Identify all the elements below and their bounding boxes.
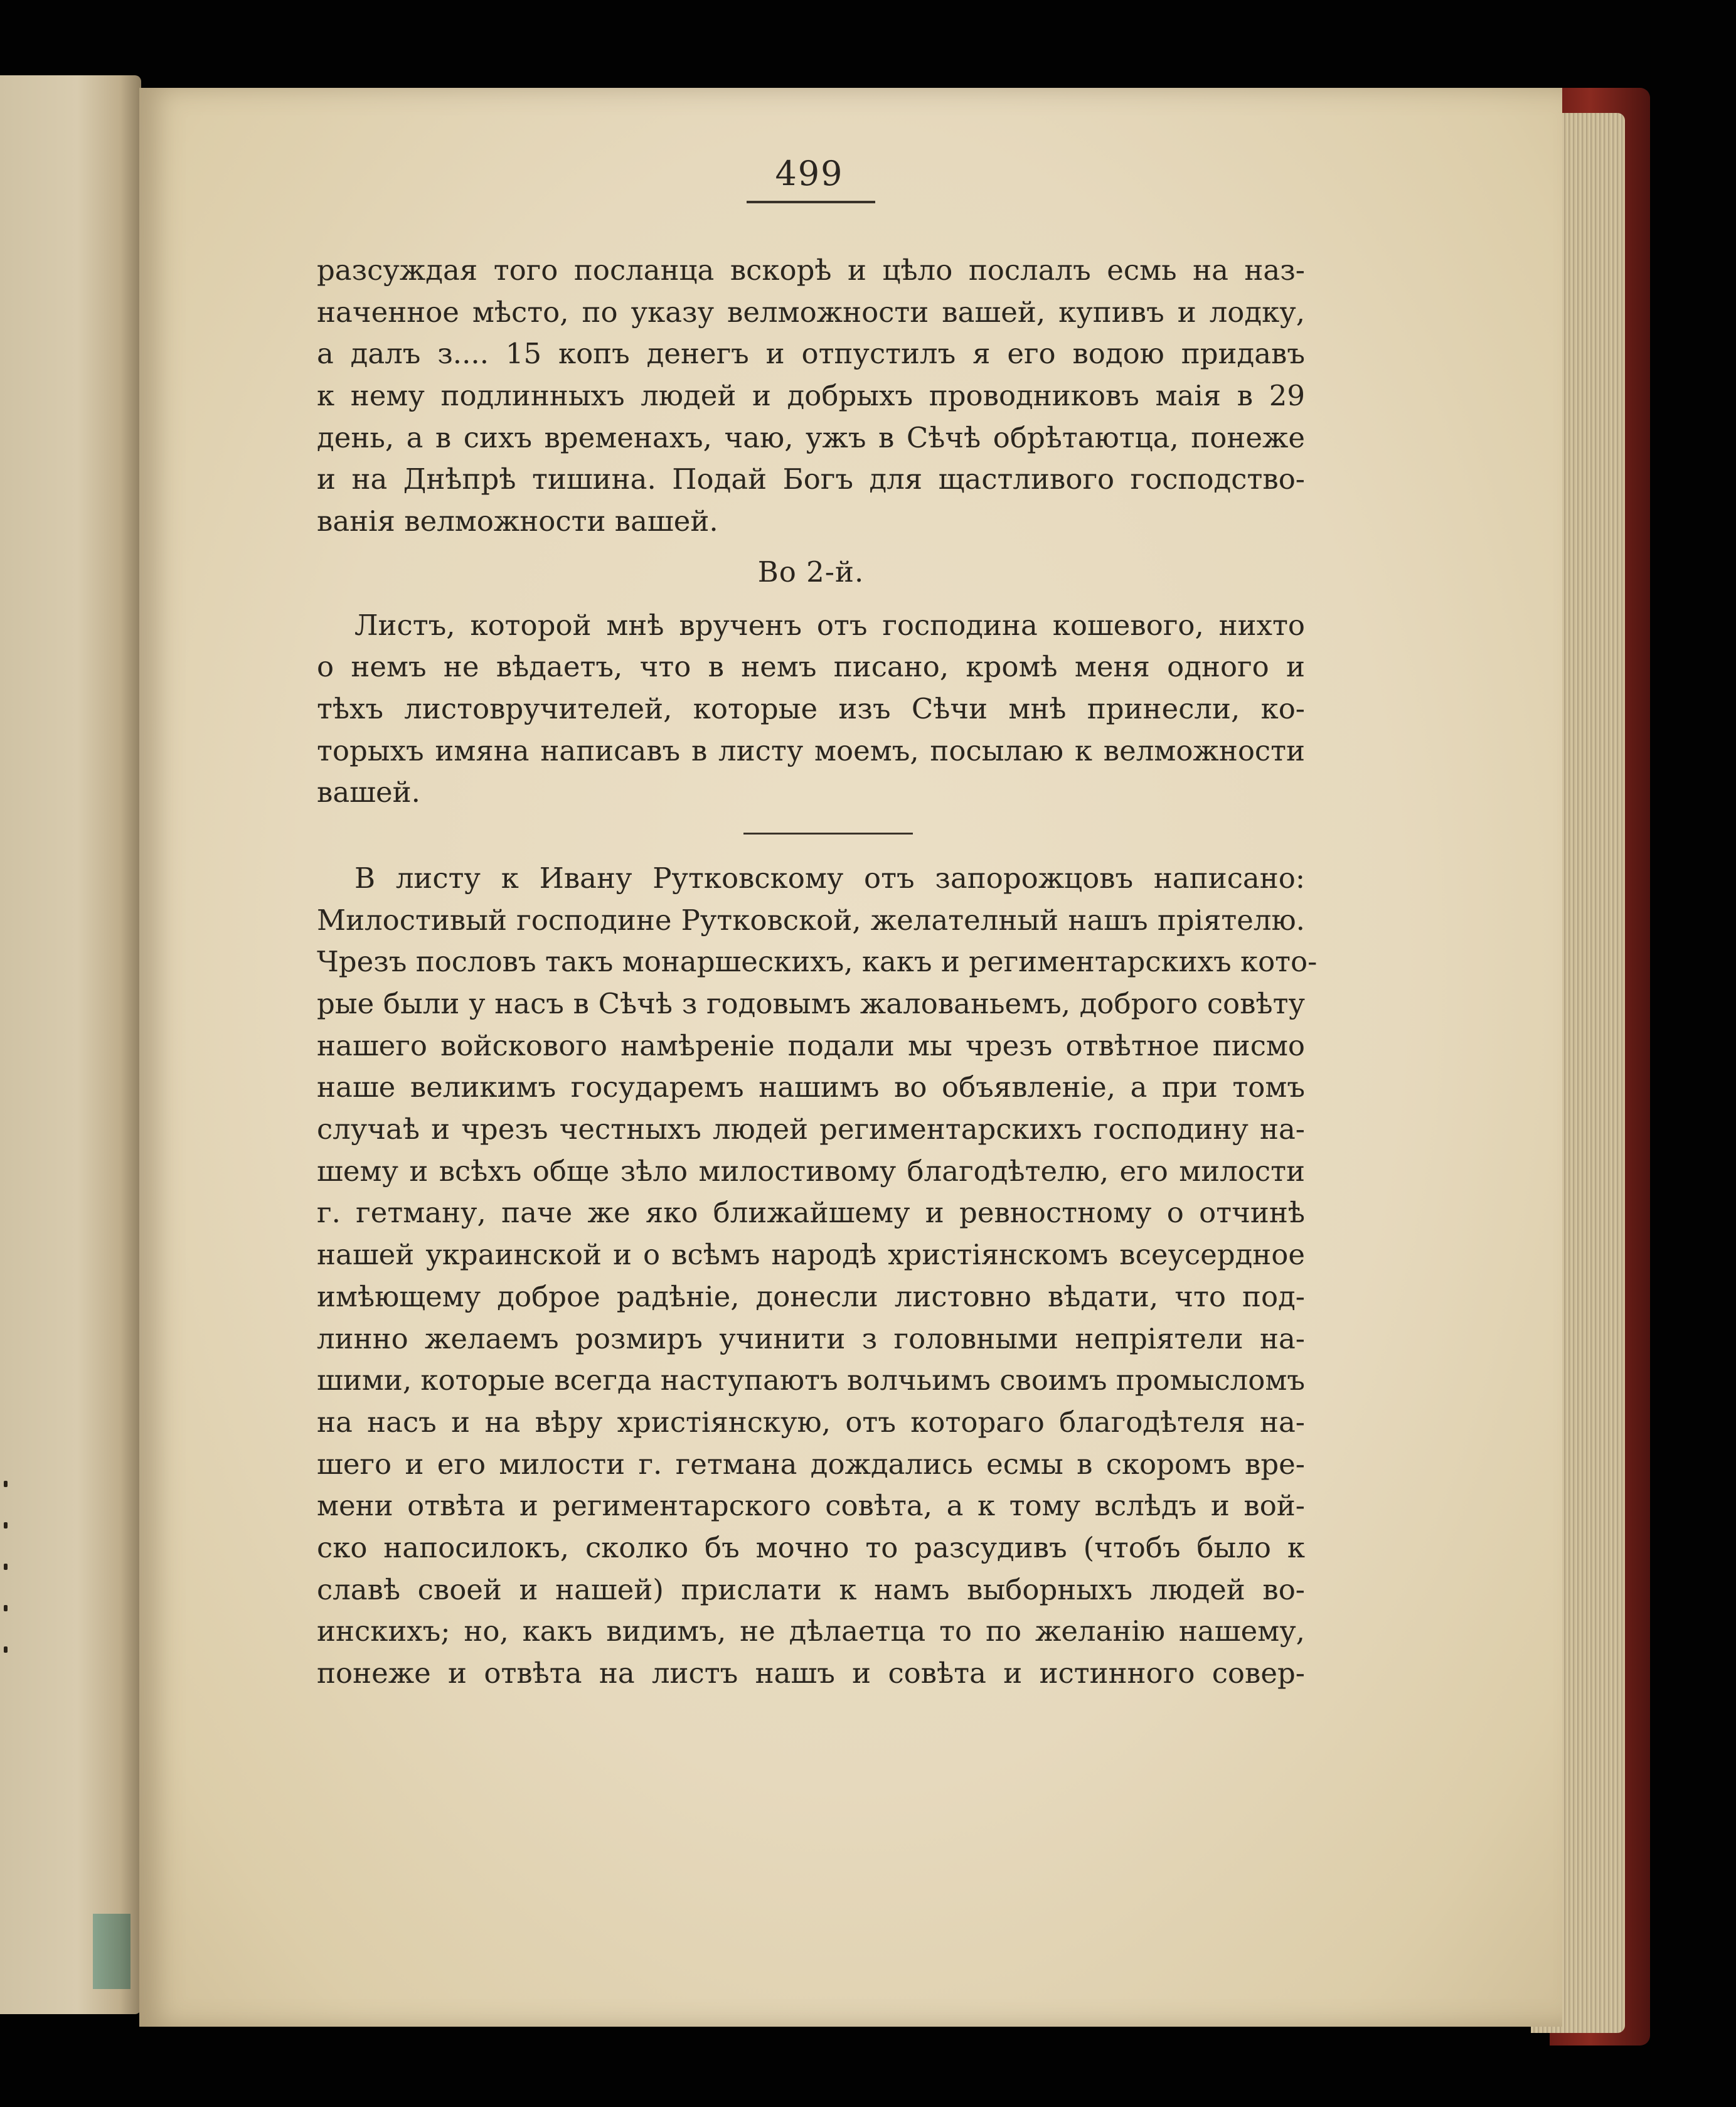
text-line: Чрезъ пословъ такъ монаршескихъ, какъ и региментарскихъ кото- (317, 945, 1318, 979)
text-line: шему и всѣхъ обще зѣло милостивому благодѣтелю, его милости (317, 1154, 1305, 1188)
text-line: славѣ своей и нашей) прислати к намъ выборныхъ людей во- (317, 1572, 1305, 1606)
page-number: 499 (775, 154, 844, 193)
text-mark (4, 1605, 8, 1611)
text-line: имѣющему доброе радѣніе, донесли листовно вѣдати, что под- (317, 1279, 1305, 1313)
text-mark (4, 1522, 8, 1528)
text-line: вашей. (317, 776, 420, 809)
text-line: линно желаемъ розмиръ учинити з головными непріятели на- (317, 1321, 1305, 1355)
text-mark (4, 1481, 8, 1487)
text-line: шими, которые всегда наступаютъ волчьимъ своимъ промысломъ (317, 1363, 1305, 1397)
text-line: случаѣ и чрезъ честныхъ людей региментарскихъ господину на- (317, 1112, 1305, 1146)
text-line: г. гетману, паче же яко ближайшему и ревностному о отчинѣ (317, 1196, 1305, 1230)
text-line: ско напосилокъ, сколко бъ мочно то разсудивъ (чтобъ было к (317, 1530, 1305, 1564)
text-line: наше великимъ государемъ нашимъ во объявленіе, а при томъ (317, 1070, 1305, 1104)
paragraph-2 (317, 605, 1305, 814)
text-line: на насъ и на вѣру христіянскую, отъ котораго благодѣтеля на- (317, 1405, 1305, 1439)
text-line: понеже и отвѣта на листъ нашъ и совѣта и истинного совер- (317, 1656, 1305, 1690)
section-heading: Во 2-й. (757, 555, 865, 589)
text-line: наченное мѣсто, по указу велможности вашей, купивъ и лодку, (317, 295, 1305, 329)
text-line: торыхъ имяна написавъ в листу моемъ, посылаю к велможности (317, 733, 1305, 767)
text-line: инскихъ; но, какъ видимъ, не дѣлаетца то по желанію нашему, (317, 1614, 1305, 1648)
text-line: Листъ, которой мнѣ врученъ отъ господина кошевого, нихто (354, 608, 1305, 642)
text-line: нашей украинской и о всѣмъ народѣ христіянскомъ всеусердное (317, 1238, 1305, 1272)
text-line: В листу к Ивану Рутковскому отъ запорожцовъ написано: (354, 861, 1305, 895)
divider-rule (743, 833, 913, 835)
text-line: мени отвѣта и региментарского совѣта, а к тому вслѣдъ и вой- (317, 1489, 1305, 1523)
paragraph-3 (317, 858, 1318, 1695)
text-line: рые были у насъ в Сѣчѣ з годовымъ жалованьемъ, доброго совѣту (317, 987, 1305, 1020)
text-mark (4, 1564, 8, 1570)
text-line: разсуждая того посланца вскорѣ и цѣло послалъ есмь на наз- (317, 253, 1305, 287)
text-mark (4, 1646, 8, 1653)
previous-page-marks (4, 1481, 10, 1707)
previous-page-edge (0, 75, 141, 2014)
text-line: и на Днѣпрѣ тишина. Подай Богъ для щастливого господство- (317, 462, 1305, 496)
text-line: тѣхъ листовручителей, которые изъ Сѣчи мнѣ принесли, ко- (317, 691, 1305, 725)
text-line: Милостивый господине Рутковской, желателный нашъ пріятелю. (317, 903, 1305, 937)
paragraph-1 (317, 250, 1305, 543)
text-line: нашего войскового намѣреніе подали мы чрезъ отвѣтное писмо (317, 1028, 1305, 1062)
text-line: шего и его милости г. гетмана дождались есмы в скоромъ вре- (317, 1447, 1305, 1481)
text-line: ванія велможности вашей. (317, 504, 718, 538)
page-number-rule (747, 201, 875, 203)
text-line: к нему подлинныхъ людей и добрыхъ проводниковъ маія в 29 (317, 379, 1305, 413)
page-text (317, 245, 1318, 1695)
section-divider (317, 814, 1305, 858)
text-line: о немъ не вѣдаетъ, что в немъ писано, кромѣ меня одного и (317, 650, 1305, 684)
text-line: а далъ з.... 15 копъ денегъ и отпустилъ я его водою придавъ (317, 337, 1305, 371)
text-line: день, а в сихъ временахъ, чаю, ужъ в Сѣчѣ обрѣтаютца, понеже (317, 420, 1305, 454)
ribbon-tint (93, 1914, 130, 1989)
